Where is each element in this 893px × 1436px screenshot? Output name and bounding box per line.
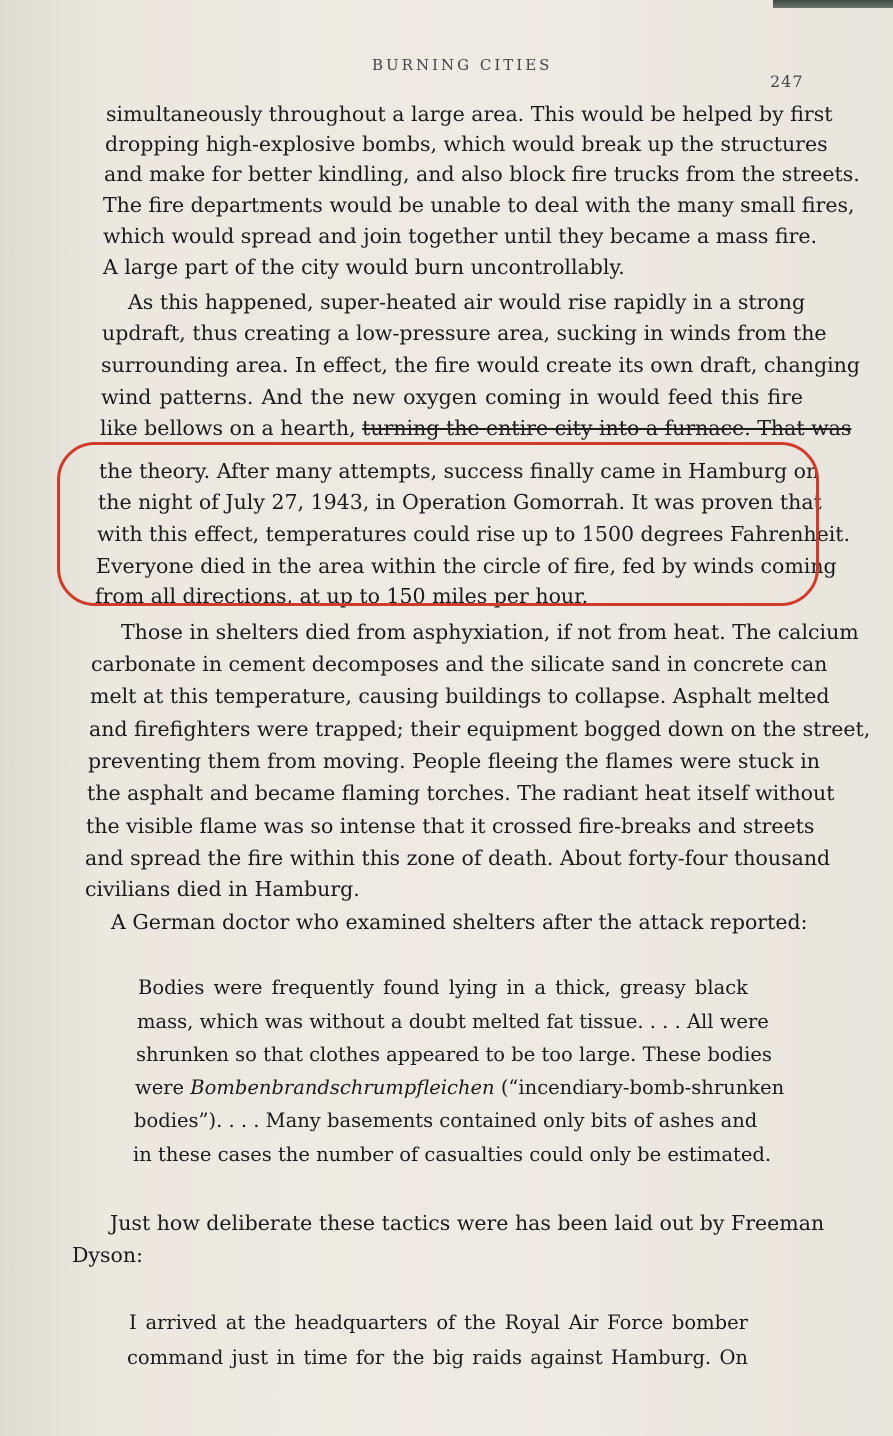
italic-term: Bombenbrandschrumpfleichen bbox=[190, 1076, 495, 1099]
quote-line: mass, which was without a doubt melted fat tissue. . . . All were bbox=[137, 1010, 769, 1033]
text-line: carbonate in cement decomposes and the silicate sand in concrete can bbox=[91, 652, 828, 676]
text-line: melt at this temperature, causing buildings to collapse. Asphalt melted bbox=[90, 684, 830, 708]
circled-text-line: with this effect, temperatures could rise up to 1500 degrees Fahrenheit. bbox=[97, 522, 851, 546]
text-line: The fire departments would be unable to deal with the many small fires, bbox=[103, 193, 855, 217]
circled-text-line: Everyone died in the area within the circle of fire, fed by winds coming bbox=[96, 554, 837, 578]
quote-line: in these cases the number of casualties could only be estimated. bbox=[133, 1143, 772, 1166]
text-line: A German doctor who examined shelters after the attack reported: bbox=[111, 910, 808, 934]
text-line: Those in shelters died from asphyxiation, if not from heat. The calcium bbox=[121, 620, 859, 644]
quote-line: bodies”). . . . Many basements contained only bits of ashes and bbox=[134, 1109, 758, 1132]
text-line: civilians died in Hamburg. bbox=[85, 877, 360, 901]
text-line: the visible flame was so intense that it crossed fire-breaks and streets bbox=[86, 814, 815, 838]
text-line: and firefighters were trapped; their equipment bogged down on the street, bbox=[89, 717, 871, 741]
text-line: A large part of the city would burn uncontrollably. bbox=[103, 255, 625, 279]
running-title: BURNING CITIES bbox=[372, 56, 553, 74]
text-line: and make for better kindling, and also block fire trucks from the streets. bbox=[104, 162, 860, 186]
text-line: preventing them from moving. People fleeing the flames were stuck in bbox=[88, 749, 820, 773]
text-line: updraft, thus creating a low-pressure area, sucking in winds from the bbox=[102, 321, 827, 345]
text-line: and spread the fire within this zone of death. About forty-four thousand bbox=[85, 846, 831, 870]
text-fragment: like bellows on a hearth, bbox=[100, 416, 363, 440]
text-line: Dyson: bbox=[72, 1243, 143, 1267]
circled-text-line: from all directions, at up to 150 miles per hour. bbox=[95, 584, 589, 608]
text-line: dropping high-explosive bombs, which would break up the structures bbox=[105, 132, 828, 156]
text-line: surrounding area. In effect, the fire would create its own draft, changing bbox=[101, 353, 860, 377]
quote-line: I arrived at the headquarters of the Royal Air Force bomber bbox=[129, 1311, 748, 1334]
book-cover-edge bbox=[773, 0, 893, 8]
text-line: the asphalt and became flaming torches. The radiant heat itself without bbox=[87, 781, 835, 805]
text-line: As this happened, super-heated air would rise rapidly in a strong bbox=[128, 290, 806, 314]
text-line: wind patterns. And the new oxygen coming in would feed this fire bbox=[101, 385, 803, 409]
quote-line: shrunken so that clothes appeared to be too large. These bodies bbox=[136, 1043, 772, 1066]
quote-line: Bodies were frequently found lying in a thick, greasy black bbox=[138, 976, 748, 999]
text-line: which would spread and join together until they became a mass fire. bbox=[103, 224, 818, 248]
text-fragment: were bbox=[135, 1076, 191, 1099]
struck-through-text: turning the entire city into a furnace. That was bbox=[362, 416, 852, 440]
circled-text-line: the night of July 27, 1943, in Operation Gomorrah. It was proven that bbox=[98, 490, 822, 514]
text-line: simultaneously throughout a large area. This would be helped by first bbox=[106, 102, 833, 126]
page-number: 247 bbox=[770, 72, 804, 91]
struck-text-line bbox=[100, 416, 852, 440]
text-fragment: (“incendiary-bomb-shrunken bbox=[494, 1076, 785, 1099]
quote-line-with-italic bbox=[135, 1076, 785, 1100]
circled-text-line: the theory. After many attempts, success finally came in Hamburg on bbox=[99, 459, 820, 483]
text-line: Just how deliberate these tactics were has been laid out by Freeman bbox=[110, 1211, 825, 1235]
quote-line: command just in time for the big raids against Hamburg. On bbox=[127, 1346, 748, 1369]
